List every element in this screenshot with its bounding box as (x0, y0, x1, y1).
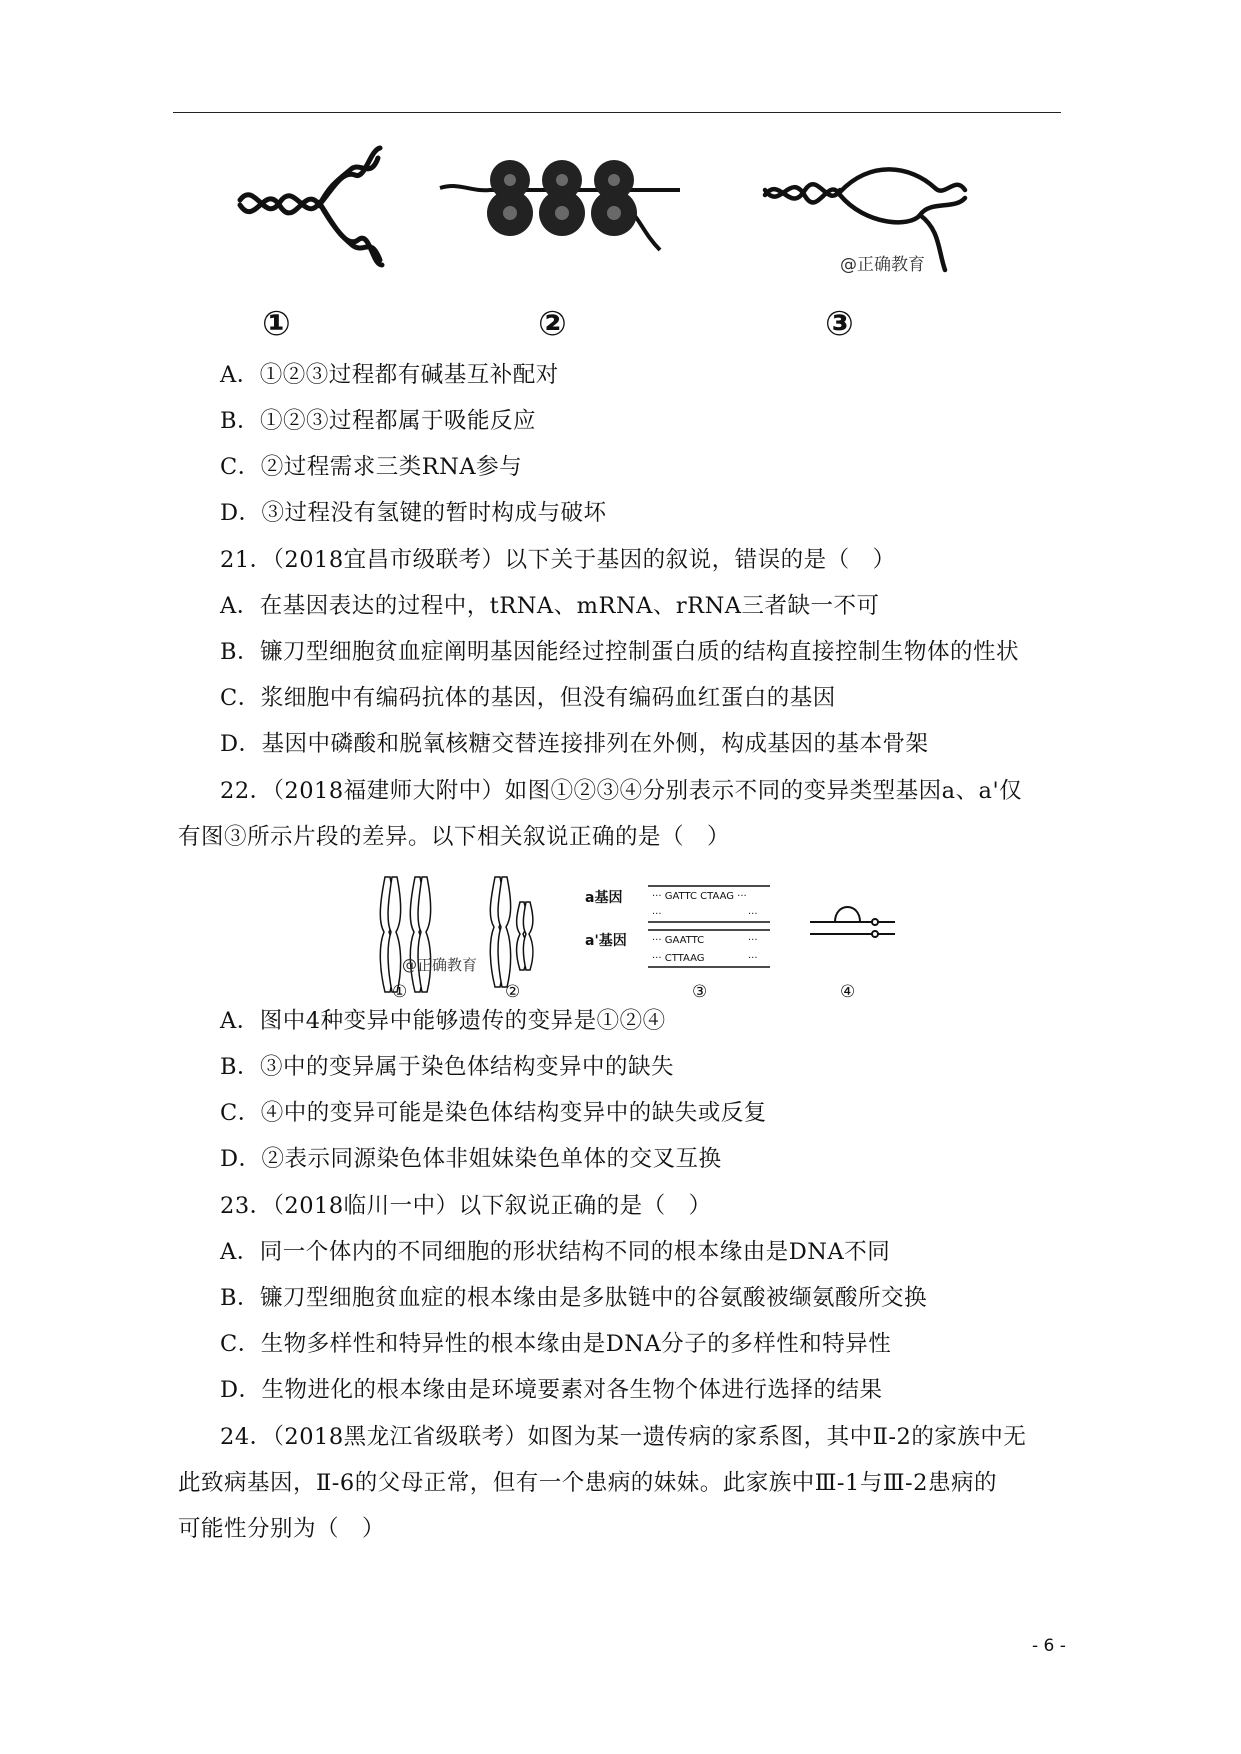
replication-diagram (240, 148, 382, 265)
gene-a-bottom-right: ··· (748, 909, 758, 920)
figure1-label-1: ① (262, 304, 291, 344)
page-number: - 6 - (1032, 1636, 1066, 1656)
q20-option-d: D．③过程没有氢键的暂时构成与破坏 (220, 500, 607, 526)
gene-a2-bottom-dots: ··· (748, 953, 758, 964)
q20-option-a: A．①②③过程都有碱基互补配对 (220, 362, 559, 388)
q23-option-d: D．生物进化的根本缘由是环境要素对各生物个体进行选择的结果 (220, 1377, 883, 1403)
gene-a2-top-seq: ··· GAATTC (652, 935, 705, 946)
gene-a2-bottom-seq: ··· CTTAAG (652, 953, 705, 964)
gene-a-bottom-left: ··· (652, 909, 662, 920)
figure2-label-2: ② (505, 982, 521, 1002)
q21-option-b: B．镰刀型细胞贫血症阐明基因能经过控制蛋白质的结构直接控制生物体的性状 (220, 639, 1020, 665)
figure1-label-2: ② (538, 304, 567, 344)
q22-stem-line1: 22．（2018福建师大附中）如图①②③④分别表示不同的变异类型基因a、a'仅 (220, 778, 1023, 804)
gene-sequence-diagram (585, 886, 770, 967)
header-rule (173, 112, 1061, 113)
translation-diagram (440, 160, 680, 250)
gene-a2-top-dots: ··· (748, 935, 758, 946)
q23-option-a: A．同一个体内的不同细胞的形状结构不同的根本缘由是DNA不同 (220, 1239, 891, 1265)
q21-option-d: D．基因中磷酸和脱氧核糖交替连接排列在外侧，构成基因的基本骨架 (220, 731, 929, 757)
chromosome-pair-2 (490, 877, 533, 987)
q24-line3: 可能性分别为（ ） (178, 1516, 386, 1542)
q21-stem: 21．（2018宜昌市级联考）以下关于基因的叙说，错误的是（ ） (220, 547, 896, 573)
q22-option-b: B．③中的变异属于染色体结构变异中的缺失 (220, 1054, 675, 1080)
dna-process-figure (220, 140, 1070, 350)
q20-option-b: B．①②③过程都属于吸能反应 (220, 408, 537, 434)
figure2-label-3: ③ (692, 982, 708, 1002)
chromosome-loop-diagram (810, 907, 895, 937)
q23-stem: 23．（2018临川一中）以下叙说正确的是（ ） (220, 1193, 712, 1219)
variation-figure (370, 872, 910, 1002)
figure2-label-4: ④ (840, 982, 856, 1002)
q22-option-c: C．④中的变异可能是染色体结构变异中的缺失或反复 (220, 1100, 767, 1126)
q22-option-d: D．②表示同源染色体非姐妹染色单体的交叉互换 (220, 1146, 722, 1172)
q22-option-a: A．图中4种变异中能够遗传的变异是①②④ (220, 1008, 666, 1034)
q24-line2: 此致病基因，Ⅱ-6的父母正常，但有一个患病的妹妹。此家族中Ⅲ-1与Ⅲ-2患病的 (178, 1470, 997, 1496)
q24-line1: 24．（2018黑龙江省级联考）如图为某一遗传病的家系图，其中Ⅱ-2的家族中无 (220, 1424, 1027, 1450)
figure2-watermark: @正确教育 (402, 956, 478, 974)
chromosome-pair-1 (380, 877, 430, 992)
q21-option-c: C．浆细胞中有编码抗体的基因，但没有编码血红蛋白的基因 (220, 685, 836, 711)
q23-option-b: B．镰刀型细胞贫血症的根本缘由是多肽链中的谷氨酸被缬氨酸所交换 (220, 1285, 928, 1311)
q21-option-a: A．在基因表达的过程中，tRNA、mRNA、rRNA三者缺一不可 (220, 593, 880, 619)
q23-option-c: C．生物多样性和特异性的根本缘由是DNA分子的多样性和特异性 (220, 1331, 892, 1357)
q20-option-c: C．②过程需求三类RNA参与 (220, 454, 523, 480)
q22-stem-line2: 有图③所示片段的差异。以下相关叙说正确的是（ ） (178, 824, 731, 850)
figure2-label-1: ① (392, 982, 408, 1002)
gene-a2-label: a'基因 (585, 933, 627, 949)
gene-a-label: a基因 (585, 890, 623, 906)
gene-a-top-seq: ··· GATTC CTAAG ··· (652, 891, 747, 902)
figure1-watermark: @正确教育 (840, 255, 925, 275)
figure1-label-3: ③ (825, 304, 854, 344)
